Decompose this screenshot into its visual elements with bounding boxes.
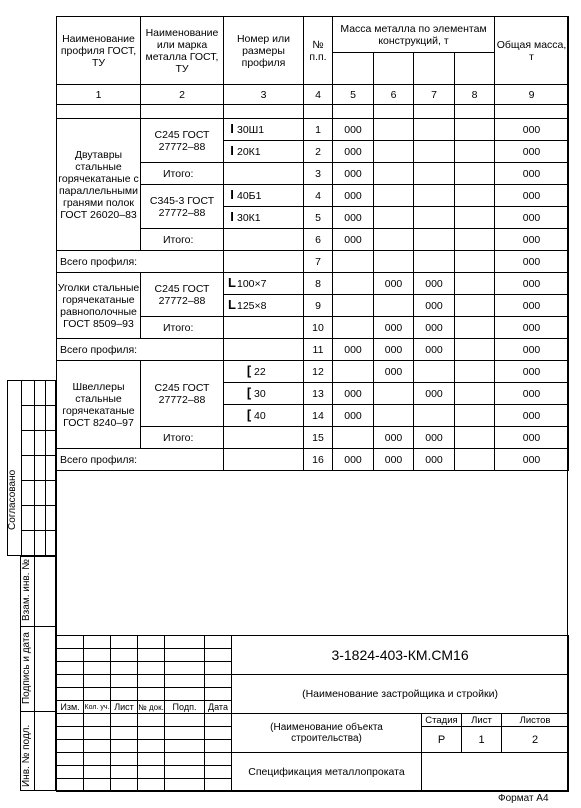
table-row: Всего профиля: 16 000 000 000 000 bbox=[57, 449, 569, 471]
table-row: Уголки стальные горячекатаные равнополочные ГОСТ 8509–93 С245 ГОСТ 27772–88 L100×7 8 000 000 000 bbox=[57, 273, 569, 295]
colnum-1: 1 bbox=[57, 85, 141, 105]
stamp-col-izm: Изм. bbox=[57, 701, 84, 714]
table-row: I 20К1 2 000 000 bbox=[57, 141, 569, 163]
sheets-value: 2 bbox=[502, 727, 569, 753]
steel-c245: С245 ГОСТ 27772–88 bbox=[141, 361, 224, 427]
total-label: Итого: bbox=[141, 229, 224, 251]
table-row: Итого: 15 000 000 000 bbox=[57, 427, 569, 449]
angle-icon: L bbox=[228, 297, 236, 312]
sheets-header: Листов bbox=[502, 714, 569, 727]
colnum-7: 7 bbox=[414, 85, 455, 105]
profile-total-label: Всего профиля: bbox=[57, 339, 224, 361]
steel-c245: С245 ГОСТ 27772–88 bbox=[141, 273, 224, 317]
sheet-header: Лист bbox=[462, 714, 502, 727]
stamp-col-kol: Кол. уч. bbox=[84, 701, 111, 714]
header-profile: Наименование профиля ГОСТ, ТУ bbox=[57, 17, 141, 85]
document-code: 3-1824-403-КМ.СМ16 bbox=[232, 636, 569, 675]
header-mass: Масса металла по элементам конструкций, т bbox=[333, 17, 495, 53]
table-row: L125×8 9 000 000 bbox=[57, 295, 569, 317]
stamp-col-doc: № док. bbox=[138, 702, 164, 712]
table-row: Итого: 10 000 000 000 bbox=[57, 317, 569, 339]
channel-icon: [ bbox=[246, 363, 252, 378]
stamp-col-date: Дата bbox=[205, 701, 232, 714]
colnum-8: 8 bbox=[455, 85, 495, 105]
profile-total-label: Всего профиля: bbox=[57, 449, 224, 471]
colnum-5: 5 bbox=[333, 85, 374, 105]
header-total: Общая масса, т bbox=[495, 17, 569, 85]
total-label: Итого: bbox=[141, 163, 224, 185]
developer-name: (Наименование застройщика и стройки) bbox=[232, 675, 569, 714]
stage-value: Р bbox=[422, 727, 462, 753]
colnum-4: 4 bbox=[304, 85, 333, 105]
stage-header: Стадия bbox=[422, 714, 462, 727]
table-row: Итого: 3 000 000 bbox=[57, 163, 569, 185]
steel-c245: С245 ГОСТ 27772–88 bbox=[141, 119, 224, 163]
table-row: [ 30 13 000 000 000 bbox=[57, 383, 569, 405]
table-row: Всего профиля: 11 000 000 000 000 bbox=[57, 339, 569, 361]
profile-ibeam: Двутавры стальные горячекатаные с параллельными гранями полок ГОСТ 26020–83 bbox=[57, 119, 141, 251]
profile-angle: Уголки стальные горячекатаные равнополочные ГОСТ 8509–93 bbox=[57, 273, 141, 339]
angle-icon: L bbox=[228, 275, 236, 290]
colnum-9: 9 bbox=[495, 85, 569, 105]
agreed-label: Согласовано bbox=[7, 469, 18, 530]
table-row: I 30К1 5 000 000 bbox=[57, 207, 569, 229]
total-label: Итого: bbox=[141, 317, 224, 339]
steel-c345: С345-3 ГОСТ 27772–88 bbox=[141, 185, 224, 229]
table-row: Швеллеры стальные горячекатаные ГОСТ 8240–97 С245 ГОСТ 27772–88 [ 22 12 000 000 bbox=[57, 361, 569, 383]
format-label: Формат А4 bbox=[498, 793, 549, 804]
ibeam-icon: I bbox=[230, 187, 234, 202]
total-label: Итого: bbox=[141, 427, 224, 449]
document-title: Спецификация металлопроката bbox=[232, 753, 422, 792]
colnum-3: 3 bbox=[224, 85, 304, 105]
stamp-col-sign: Подп. bbox=[165, 701, 205, 714]
stamp-col-list: Лист bbox=[111, 701, 138, 714]
object-name: (Наименование объекта строительства) bbox=[232, 714, 422, 753]
title-block bbox=[56, 635, 569, 792]
channel-icon: [ bbox=[246, 385, 252, 400]
sheet-value: 1 bbox=[462, 727, 502, 753]
sign-date-label: Подпись и дата bbox=[21, 632, 32, 704]
channel-icon: [ bbox=[246, 407, 252, 422]
table-row: Двутавры стальные горячекатаные с параллельными гранями полок ГОСТ 26020–83 С245 ГОСТ 27772–88 I 30Ш1 1 000 000 bbox=[57, 119, 569, 141]
table-row: [ 40 14 000 000 bbox=[57, 405, 569, 427]
header-size: Номер или размеры профиля bbox=[224, 17, 304, 85]
ibeam-icon: I bbox=[230, 209, 234, 224]
ibeam-icon: I bbox=[230, 121, 234, 136]
colnum-6: 6 bbox=[374, 85, 414, 105]
table-row: Всего профиля: 7 000 bbox=[57, 251, 569, 273]
table-row: Итого: 6 000 000 bbox=[57, 229, 569, 251]
profile-channel: Швеллеры стальные горячекатаные ГОСТ 8240–97 bbox=[57, 361, 141, 449]
header-steel: Наименование или марка металла ГОСТ, ТУ bbox=[141, 17, 224, 85]
inv-orig-label: Инв. № подл. bbox=[21, 724, 32, 787]
colnum-2: 2 bbox=[141, 85, 224, 105]
header-number: № п.п. bbox=[304, 17, 333, 85]
profile-total-label: Всего профиля: bbox=[57, 251, 224, 273]
ibeam-icon: I bbox=[230, 143, 234, 158]
specification-table bbox=[56, 16, 569, 471]
inv-replace-label: Взам. инв. № bbox=[21, 559, 32, 621]
table-row: С345-3 ГОСТ 27772–88 I 40Б1 4 000 000 bbox=[57, 185, 569, 207]
